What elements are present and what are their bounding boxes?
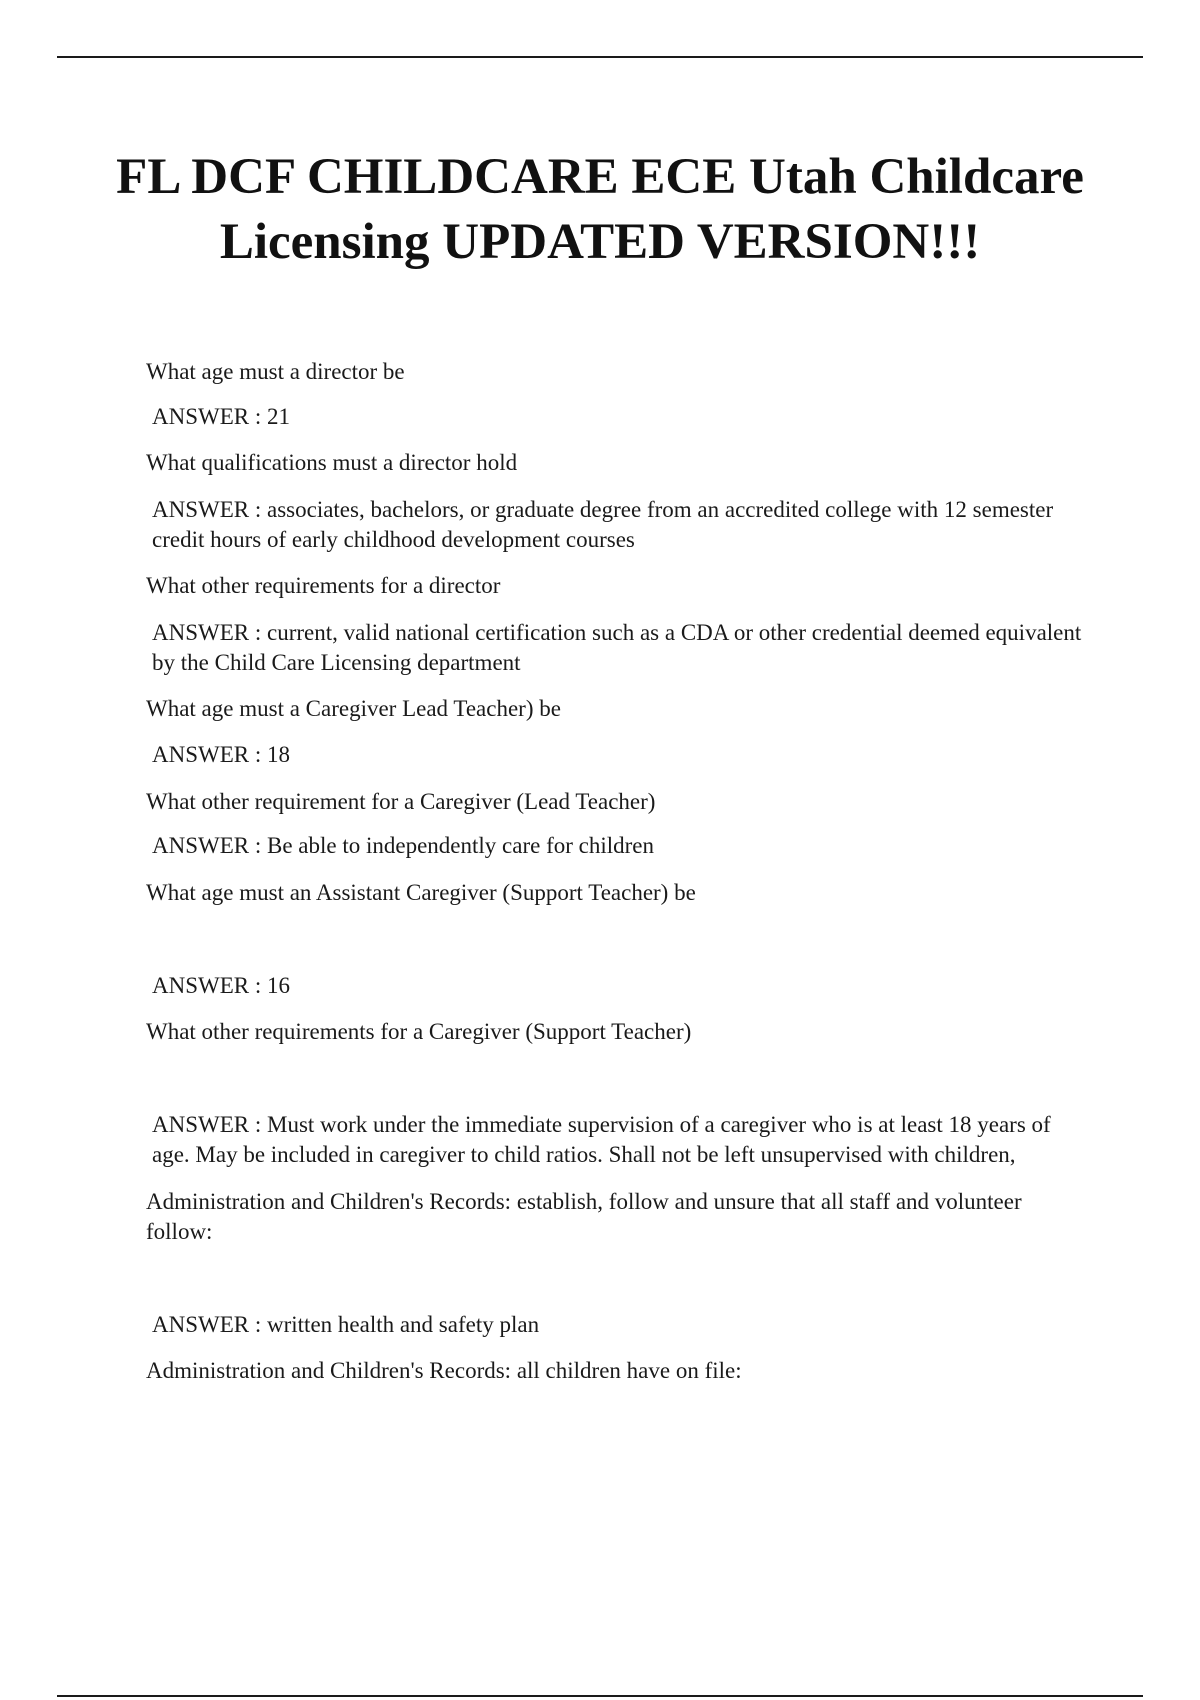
answer-text: ANSWER : 18 [152,742,290,767]
question-text: Administration and Children's Records: all children have on file: [146,1358,742,1383]
question-text: What other requirements for a director [146,573,501,598]
answer-text: ANSWER : Be able to independently care for children [152,833,655,858]
question-text: What other requirement for a Caregiver (Lead Teacher) [146,789,656,814]
question-text: What age must a director be [146,359,405,384]
answer-text: ANSWER : Must work under the immediate supervision of a caregiver who is at least 18 years of age. May be included in caregiver to child ratios. Shall not be left unsupervised with children, [152,1112,1051,1167]
answer-text: ANSWER : current, valid national certification such as a CDA or other credential deemed equivalent by the Child Care Licensing department [152,620,1082,675]
question-text: Administration and Children's Records: establish, follow and unsure that all staff and volunteer follow: [146,1189,1022,1244]
bottom-rule [57,1695,1143,1697]
answer-text: ANSWER : 16 [152,973,290,998]
question-text: What age must a Caregiver Lead Teacher) be [146,696,561,721]
question-text: What age must an Assistant Caregiver (Support Teacher) be [146,880,696,905]
answer-text: ANSWER : associates, bachelors, or graduate degree from an accredited college with 12 semester credit hours of early childhood development courses [152,497,1054,552]
document-title: FL DCF CHILDCARE ECE Utah Childcare Licensing UPDATED VERSION!!! [116,149,1084,270]
top-rule [57,56,1143,58]
answer-text: ANSWER : written health and safety plan [152,1312,540,1337]
question-text: What qualifications must a director hold [146,450,518,475]
answer-text: ANSWER : 21 [152,404,290,429]
question-text: What other requirements for a Caregiver (Support Teacher) [146,1019,692,1044]
